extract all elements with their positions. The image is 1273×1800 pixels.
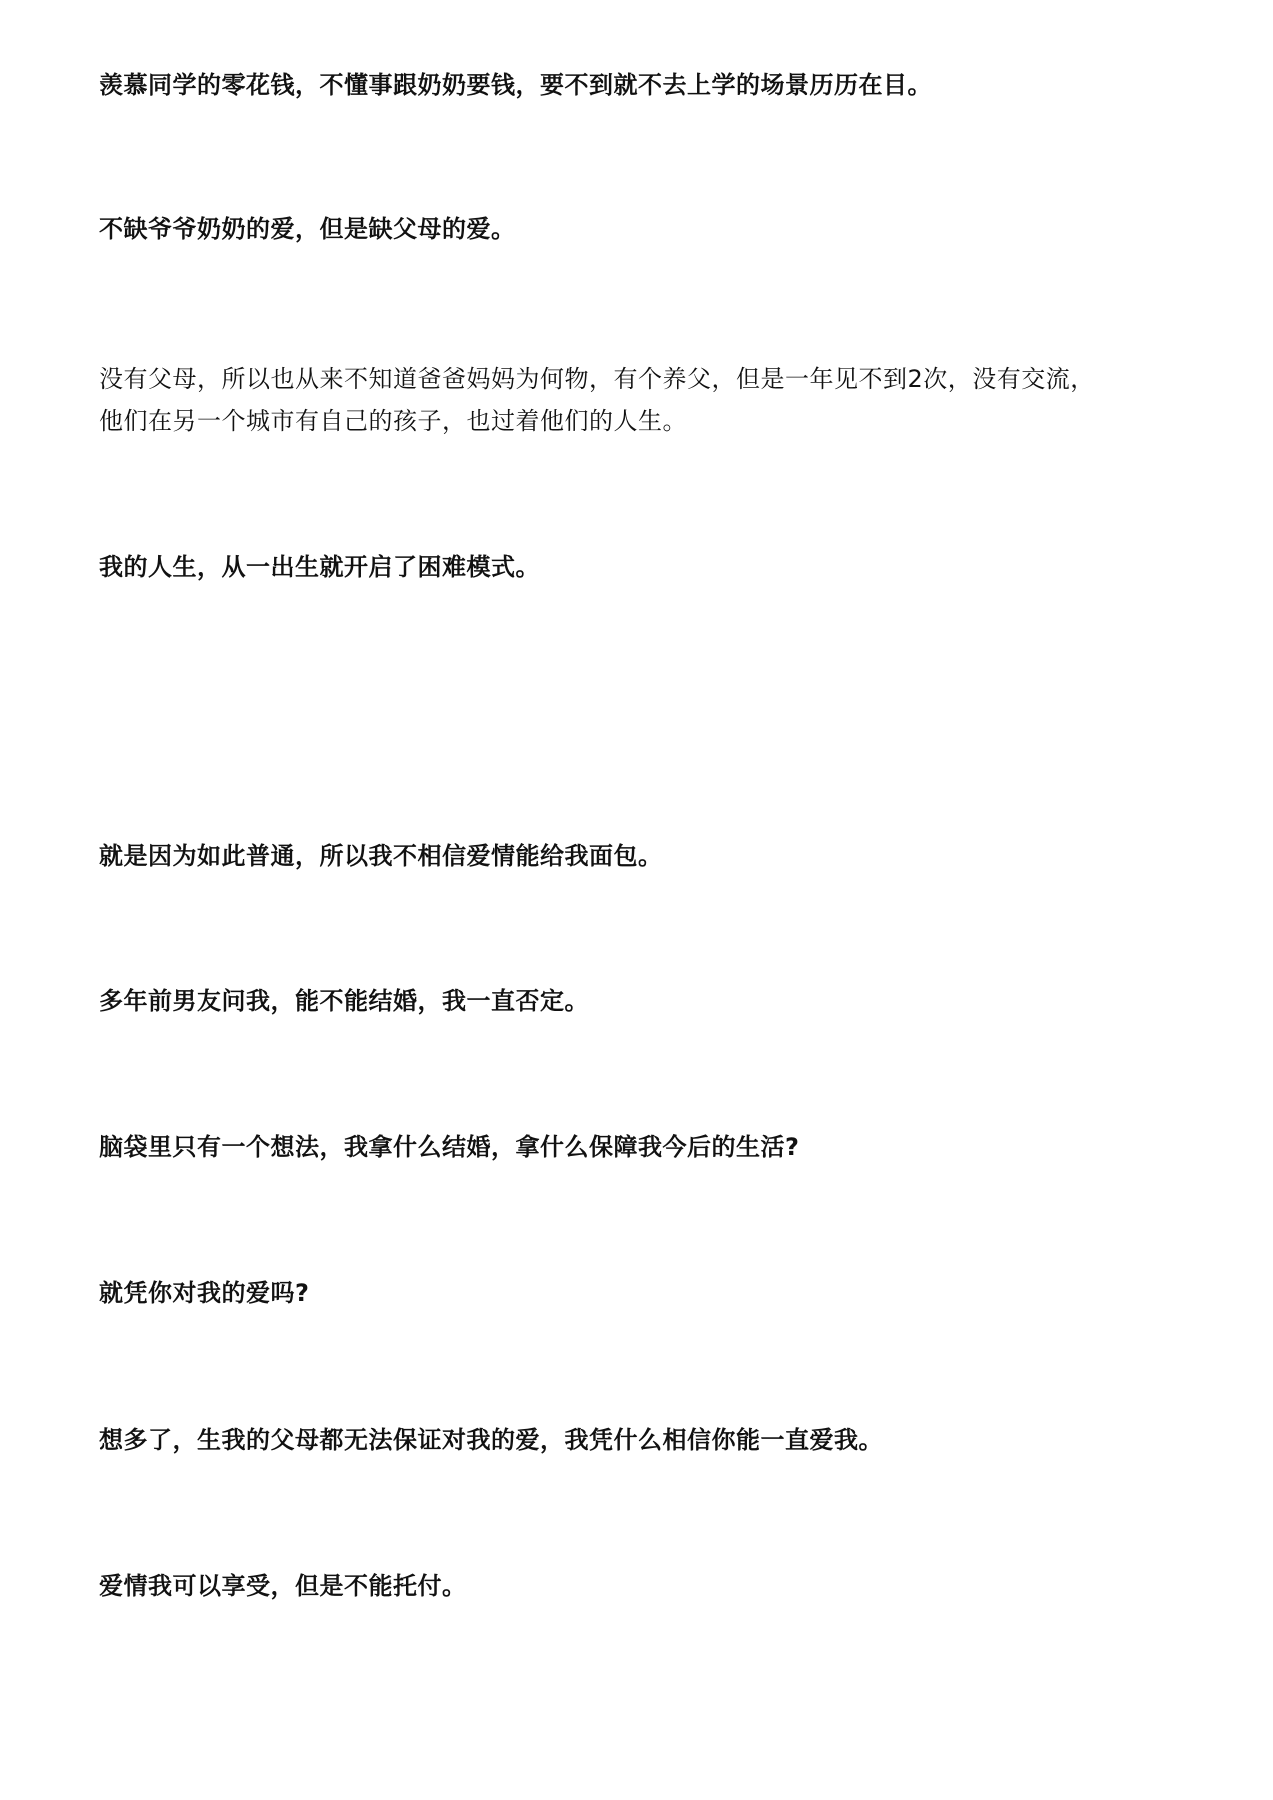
paragraph-line: 不缺爷爷奶奶的爱，但是缺父母的爱。 (99, 215, 516, 243)
paragraph-line: 羡慕同学的零花钱，不懂事跟奶奶要钱，要不到就不去上学的场景历历在目。 (99, 71, 932, 99)
paragraph (99, 546, 1179, 588)
paragraph-line: 我的人生，从一出生就开启了困难模式。 (99, 553, 540, 581)
paragraph-line: 他们在另一个城市有自己的孩子，也过着他们的人生。 (99, 407, 687, 435)
paragraph-line: 就是因为如此普通，所以我不相信爱情能给我面包。 (99, 842, 663, 870)
paragraph-line: 没有父母，所以也从来不知道爸爸妈妈为何物，有个养父，但是一年见不到2次，没有交流， (99, 365, 1095, 393)
paragraph (99, 64, 1179, 106)
paragraph (99, 980, 1179, 1022)
paragraph (99, 208, 1179, 250)
paragraph-line: 就凭你对我的爱吗? (99, 1279, 310, 1307)
paragraph-line: 多年前男友问我，能不能结婚，我一直否定。 (99, 987, 589, 1015)
paragraph (99, 1126, 1179, 1168)
paragraph (99, 1419, 1179, 1461)
paragraph (99, 1272, 1179, 1314)
paragraph (99, 1565, 1179, 1607)
paragraph-line: 脑袋里只有一个想法，我拿什么结婚，拿什么保障我今后的生活? (99, 1133, 800, 1161)
paragraph-line: 想多了，生我的父母都无法保证对我的爱，我凭什么相信你能一直爱我。 (99, 1426, 883, 1454)
paragraph-line: 爱情我可以享受，但是不能托付。 (99, 1572, 467, 1600)
paragraph (99, 358, 1179, 442)
paragraph (99, 835, 1179, 877)
